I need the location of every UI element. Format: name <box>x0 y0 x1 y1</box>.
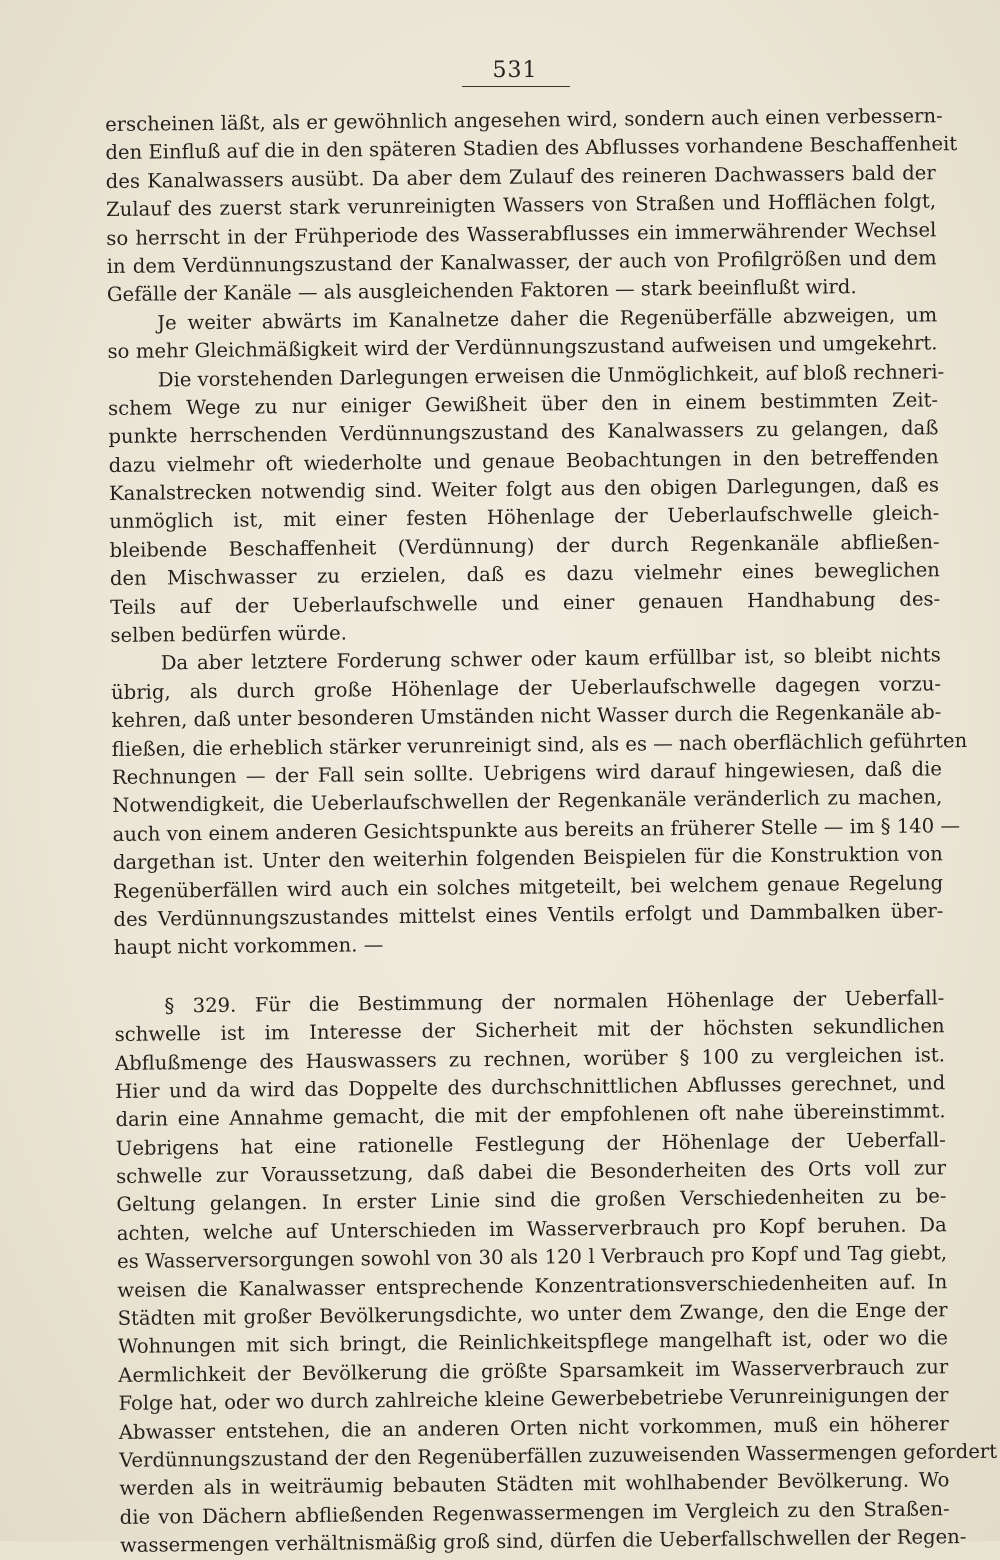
text-line: dazu vielmehr oft wiederholte und genaue Beobachtungen in den betreffenden <box>108 444 939 477</box>
text-line: den Einfluß auf die in den späteren Stadien des Abflusses vorhandene Beschaffenheit <box>105 132 958 165</box>
text-line: Aermlichkeit der Bevölkerung die größte Sparsamkeit im Wasserverbrauch zur <box>118 1355 949 1387</box>
text-line: Notwendigkeit, die Ueberlaufschwellen der Regenkanäle veränderlich zu machen, <box>112 785 943 818</box>
text-line: Hier und da wird das Doppelte des durchschnittlichen Abflusses gerechnet, und <box>115 1071 946 1103</box>
text-line: Zulauf des zuerst stark verunreinigten Wassers von Straßen und Hofflächen folgt, <box>105 189 937 222</box>
text-line: in dem Verdünnungszustand der Kanalwasser, der auch von Profilgrößen und dem <box>106 246 937 278</box>
text-line: des Verdünnungszustandes mittelst eines Ventils erfolgt und Dammbalken über- <box>113 899 944 931</box>
text-line: punkte herrschenden Verdünnungszustand des Kanalwassers zu gelangen, daß <box>108 416 939 449</box>
text-line: § 329. Für die Bestimmung der normalen Höhenlage der Ueberfall- <box>164 985 945 1018</box>
text-line: Da aber letztere Forderung schwer oder kaum erfüllbar ist, so bleibt nichts <box>160 643 941 675</box>
text-line: werden als in weiträumig bebauten Städten mit wohlhabender Bevölkerung. Wo <box>119 1468 950 1501</box>
text-line: darin eine Annahme gemacht, die mit der empfohlenen oft nahe übereinstimmt. <box>115 1099 946 1132</box>
text-line: bleibende Beschaffenheit (Verdünnung) der durch Regenkanäle abfließen- <box>109 530 940 562</box>
text-line: dargethan ist. Unter den weiterhin folgenden Beispielen für die Konstruktion von <box>112 842 943 875</box>
text-line: so mehr Gleichmäßigkeit wird der Verdünnungszustand aufweisen und umgekehrt. <box>107 331 938 364</box>
text-line: des Kanalwassers ausübt. Da aber dem Zulauf des reineren Dachwassers bald der <box>105 161 936 193</box>
text-line: den Mischwasser zu erzielen, daß es dazu vielmehr eines beweglichen <box>109 558 940 591</box>
text-line: Geltung gelangen. In erster Linie sind die großen Verschiedenheiten zu be- <box>116 1184 947 1217</box>
text-line: selben bedürfen würde. <box>110 621 347 648</box>
text-line: fließen, die erheblich stärker verunreinigt sind, als es — nach oberflächlich geführten <box>111 728 968 761</box>
text-line: Abflußmenge des Hauswassers zu rechnen, worüber § 100 zu vergleichen ist. <box>114 1042 946 1075</box>
body-text <box>105 102 998 1560</box>
text-line: Wohnungen mit sich bringt, die Reinlichkeitspflege mangelhaft ist, oder wo die <box>117 1326 949 1359</box>
text-line: Folge hat, oder wo durch zahlreiche kleine Gewerbebetriebe Verunreinigungen der <box>118 1383 949 1416</box>
text-line: schem Wege zu nur einiger Gewißheit über den in einem bestimmten Zeit- <box>107 388 939 420</box>
text-line: Abwasser entstehen, die an anderen Orten nicht vorkommen, muß ein höherer <box>118 1411 949 1444</box>
text-line: weisen die Kanalwasser entsprechende Konzentrationsverschiedenheiten auf. In <box>117 1269 948 1302</box>
page-number: 531 <box>492 58 538 83</box>
text-line: Teils auf der Ueberlaufschwelle und einer genauen Handhabung des- <box>110 586 941 619</box>
text-line: schwelle ist im Interesse der Sicherheit mit der höchsten sekundlichen <box>114 1014 945 1047</box>
text-line: kehren, daß unter besonderen Umständen nicht Wasser durch die Regenkanäle ab- <box>111 700 942 733</box>
text-line: Verdünnungszustand der den Regenüberfällen zuzuweisenden Wassermengen gefordert <box>119 1439 998 1472</box>
text-line: auch von einem anderen Gesichtspunkte aus bereits an früherer Stelle — im § 140 — <box>112 813 961 846</box>
page-number-rule <box>462 86 570 87</box>
text-line: Uebrigens hat eine rationelle Festlegung der Höhenlage der Ueberfall- <box>115 1127 946 1160</box>
text-line: so herrscht in der Frühperiode des Wasserabflusses ein immerwährender Wechsel <box>106 217 937 250</box>
text-line: Kanalstrecken notwendig sind. Weiter folgt aus den obigen Darlegungen, daß es <box>108 473 940 506</box>
text-line: es Wasserversorgungen sowohl von 30 als 120 l Verbrauch pro Kopf und Tag giebt, <box>116 1241 948 1274</box>
text-line: erscheinen läßt, als er gewöhnlich angesehen wird, sondern auch einen verbessern- <box>105 104 943 136</box>
text-line: Städten mit großer Bevölkerungsdichte, wo unter dem Zwange, den die Enge der <box>117 1298 948 1330</box>
text-line: Regenüberfällen wird auch ein solches mitgeteilt, bei welchem genaue Regelung <box>113 870 944 903</box>
text-line: Je weiter abwärts im Kanalnetze daher die Regenüberfälle abzweigen, um <box>157 303 938 335</box>
text-line: die von Dächern abfließenden Regenwassermengen im Vergleich zu den Straßen- <box>119 1496 950 1529</box>
text-line: schwelle zur Voraussetzung, daß dabei die Besonderheiten des Orts voll zur <box>116 1156 947 1189</box>
text-line: Die vorstehenden Darlegungen erweisen die Unmöglichkeit, auf bloß rechneri- <box>157 359 945 391</box>
text-line: Gefälle der Kanäle — als ausgleichenden Faktoren — stark beeinflußt wird. <box>106 275 857 307</box>
text-line: achten, welche auf Unterschieden im Wasserverbrauch pro Kopf beruhen. Da <box>116 1213 947 1245</box>
text-line: übrig, als durch große Höhenlage der Ueberlaufschwelle dagegen vorzu- <box>110 672 942 704</box>
text-line: Rechnungen — der Fall sein sollte. Uebrigens wird darauf hingewiesen, daß die <box>111 757 943 789</box>
text-line: haupt nicht vorkommen. — <box>113 933 384 960</box>
text-line: wassermengen verhältnismäßig groß sind, dürfen die Ueberfallschwellen der Regen- <box>119 1525 967 1558</box>
text-line: unmöglich ist, mit einer festen Höhenlage der Ueberlaufschwelle gleich- <box>109 501 940 534</box>
